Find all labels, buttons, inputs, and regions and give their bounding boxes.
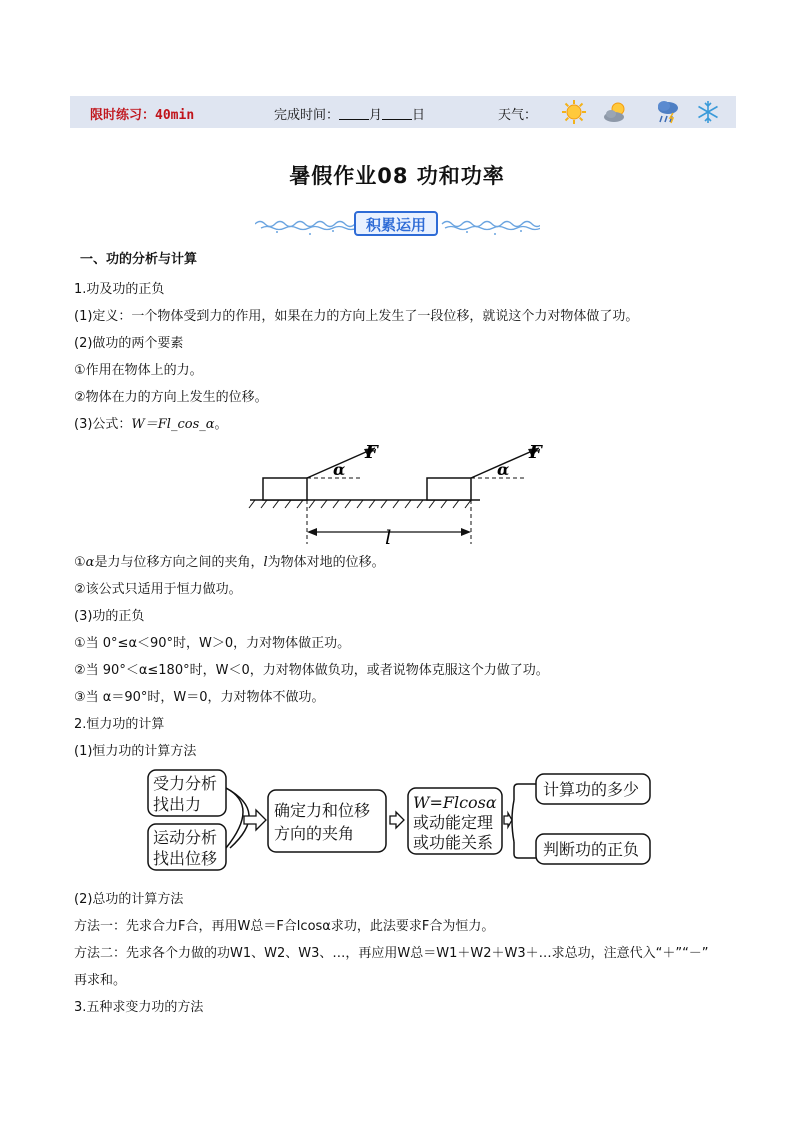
completion-label: 完成时间： xyxy=(274,108,340,123)
method-two: 方法二：先求各个力做的功W1、W2、W3、…，再应用W总＝W1＋W2＋W3＋…求总功，注意代入“＋”“－” xyxy=(74,946,709,961)
l-text: 为物体对地的位移。 xyxy=(267,555,385,570)
method-one: 方法一：先求合力F合，再用W总＝F合lcosα求功，此法要求F合为恒力。 xyxy=(74,919,495,934)
positive-work-case: ①当 0°≤α＜90°时，W＞0，力对物体做正功。 xyxy=(74,636,351,651)
flow-box6: 判断功的正负 xyxy=(543,840,640,859)
completion-time xyxy=(274,104,425,123)
item-heading-5: 3.五种求变力功的方法 xyxy=(74,1000,204,1015)
displacement-label: l xyxy=(385,525,392,548)
flow-box1-line1: 受力分析 xyxy=(153,774,218,793)
formula-line xyxy=(74,413,228,432)
element-2-text: ②物体在力的方向上发生的位移。 xyxy=(74,390,268,405)
month-label: 月 xyxy=(369,108,383,123)
month-blank[interactable] xyxy=(339,107,369,120)
flow-box4-line2: 或动能定理 xyxy=(413,813,494,832)
item-heading-4: 2.恒力功的计算 xyxy=(74,717,165,732)
header-bar xyxy=(70,96,736,128)
flow-box3-line2: 方向的夹角 xyxy=(274,824,355,843)
item-heading-1: 1.功及功的正负 xyxy=(74,282,165,297)
force-diagram xyxy=(245,438,565,548)
method-heading: (1)恒力功的计算方法 xyxy=(74,744,197,759)
snowflake-icon[interactable] xyxy=(694,98,722,126)
total-work-heading: (2)总功的计算方法 xyxy=(74,892,184,907)
flow-box4-line1: W=Flcosα xyxy=(413,793,497,812)
negative-work-case: ②当 90°＜α≤180°时，W＜0，力对物体做负功，或者说物体克服这个力做了功。 xyxy=(74,663,549,678)
constant-force-note: ②该公式只适用于恒力做功。 xyxy=(74,582,242,597)
alpha-text: 是力与位移方向之间的夹角， xyxy=(94,555,264,570)
method-two-cont: 再求和。 xyxy=(74,973,127,988)
flow-box1-line2: 找出力 xyxy=(153,795,202,814)
angle-label-1: α xyxy=(333,460,346,479)
time-limit-label: 限时练习： xyxy=(90,108,156,123)
section-badge: 积累运用 xyxy=(354,211,438,236)
force-label-1: F xyxy=(365,442,378,463)
flow-box4-line3: 或功能关系 xyxy=(413,833,494,852)
partly-cloudy-icon[interactable] xyxy=(602,98,630,126)
alpha-explanation xyxy=(74,551,385,570)
item-heading-3: (3)功的正负 xyxy=(74,609,145,624)
rain-cloud-icon[interactable] xyxy=(654,98,682,126)
bullet-1: ① xyxy=(74,555,86,570)
force-label-2: F xyxy=(529,442,542,463)
element-1-text: ①作用在物体上的力。 xyxy=(74,363,203,378)
sun-icon[interactable] xyxy=(560,98,588,126)
definition-text: (1)定义：一个物体受到力的作用，如果在力的方向上发生了一段位移，就说这个力对物体做了功。 xyxy=(74,309,639,324)
formula-end: 。 xyxy=(214,417,228,432)
time-limit xyxy=(90,104,194,123)
day-label: 日 xyxy=(412,108,426,123)
zero-work-case: ③当 α＝90°时，W＝0，力对物体不做功。 xyxy=(74,690,325,705)
item-heading-2: (2)做功的两个要素 xyxy=(74,336,184,351)
angle-label-2: α xyxy=(497,460,510,479)
flow-box5: 计算功的多少 xyxy=(543,780,640,799)
page-title: 暑假作业08 功和功率 xyxy=(289,164,505,188)
flow-box2-line1: 运动分析 xyxy=(153,828,218,847)
l-symbol: l xyxy=(263,555,268,570)
weather-label: 天气： xyxy=(498,108,538,123)
formula-label: (3)公式： xyxy=(74,417,132,432)
formula-expression: W＝Fl_cos_α xyxy=(131,417,215,432)
section-heading: 一、功的分析与计算 xyxy=(80,252,198,267)
flow-box3-line1: 确定力和位移 xyxy=(274,801,371,820)
alpha-symbol: α xyxy=(85,555,95,570)
flowchart xyxy=(140,760,680,880)
time-limit-value: 40min xyxy=(155,108,195,123)
day-blank[interactable] xyxy=(382,107,412,120)
flow-box2-line2: 找出位移 xyxy=(153,849,218,868)
